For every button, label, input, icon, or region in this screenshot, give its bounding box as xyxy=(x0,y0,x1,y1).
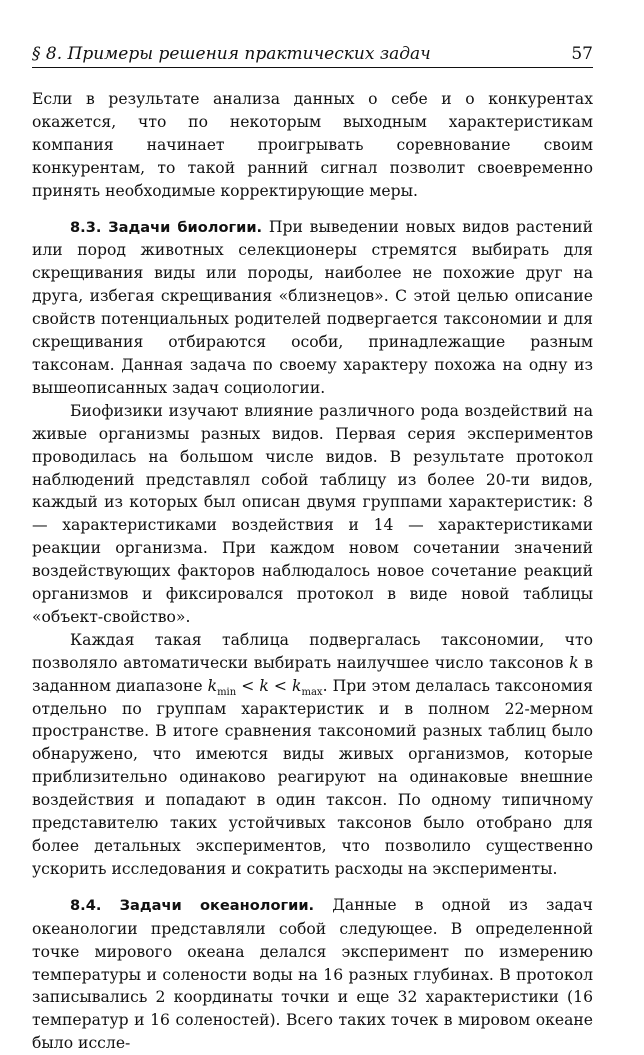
section-8-4-text: Данные в одной из задач океанологии представляли собой следующее. В определенной точке мирового океана делался эксперимент по измерению температуры и солености воды на 16 разных глубинах. В протокол записывались 2 координаты точки и еще 32 характеристики (16 температур и 16 соленостей). Всего таких точек в мировом океане было иссле- xyxy=(32,895,593,1053)
math-k-var: k xyxy=(259,676,269,695)
text-run: . При этом делалась таксономия отдельно по группам характеристик и в полном 22-мерном пространстве. В итоге сравнения таксономий разных таблиц было обнаружено, что имеются виды живых организмов, которые приблизительно одинаково реагируют на одинаковые внешние воздействия и попадают в один таксон. По одному типичному представителю таких устойчивых таксонов было отобрано для более детальных экспериментов, что позволило существенно ускорить исследования и сократить расходы на эксперименты. xyxy=(32,676,594,878)
math-lt: < xyxy=(268,676,293,695)
paragraph-taxonomy xyxy=(32,629,593,881)
section-8-3-title: 8.3. Задачи биологии. xyxy=(70,218,263,236)
math-kmax: k xyxy=(292,676,302,695)
paragraph-biophysics: Биофизики изучают влияние различного рода воздействий на живые организмы разных видов. Первая серия экспериментов проводилась на большом числе видов. В результате протокол наблюдений представлял собой таблицу из более 20-ти видов, каждый из которых был описан двумя группами характеристик: 8 — характеристиками воздействия и 14 — характеристиками реакции организма. При каждом новом сочетании значений воздействующих факторов наблюдалось новое сочетание реакций организмов и фиксировался протокол в виде новой таблицы «объект-свойство». xyxy=(32,401,593,626)
section-8-3 xyxy=(32,216,593,400)
section-8-3-text: При выведении новых видов растений или пород животных селекционеры стремятся выбирать для скрещивания виды или породы, наиболее не похожие друг на друга, избегая скрещивания «близнецов». С этой целью описание свойств потенциальных родителей подвергается таксономии и для скрещивания отбираются особи, принадлежащие разным таксонам. Данная задача по своему характеру похожа на одну из вышеописанных задач социологии. xyxy=(32,217,593,397)
section-8-4-title: 8.4. Задачи океанологии. xyxy=(70,896,315,914)
section-8-4 xyxy=(32,894,593,1055)
running-header xyxy=(32,44,593,68)
text-run: Каждая такая таблица подвергалась таксономии, что позволяло автоматически выбирать наилучшее число таксонов xyxy=(32,630,593,672)
paragraph-continued: Если в результате анализа данных о себе и о конкурентах окажется, что по некоторым выходным характеристикам компания начинает проигрывать соревнование своим конкурентам, то такой ранний сигнал позволит своевременно принять необходимые корректирующие меры. xyxy=(32,90,593,200)
math-lt: < xyxy=(236,676,260,695)
math-sub-min: min xyxy=(217,686,237,698)
math-kmin: k xyxy=(207,676,218,695)
math-sub-max: max xyxy=(301,686,323,698)
page-body xyxy=(32,88,593,1055)
header-title: § 8. Примеры решения практических задач xyxy=(32,44,431,64)
text-run: в заданном диапазоне xyxy=(32,653,593,695)
math-k: k xyxy=(569,653,579,672)
page-number: 57 xyxy=(571,44,593,64)
